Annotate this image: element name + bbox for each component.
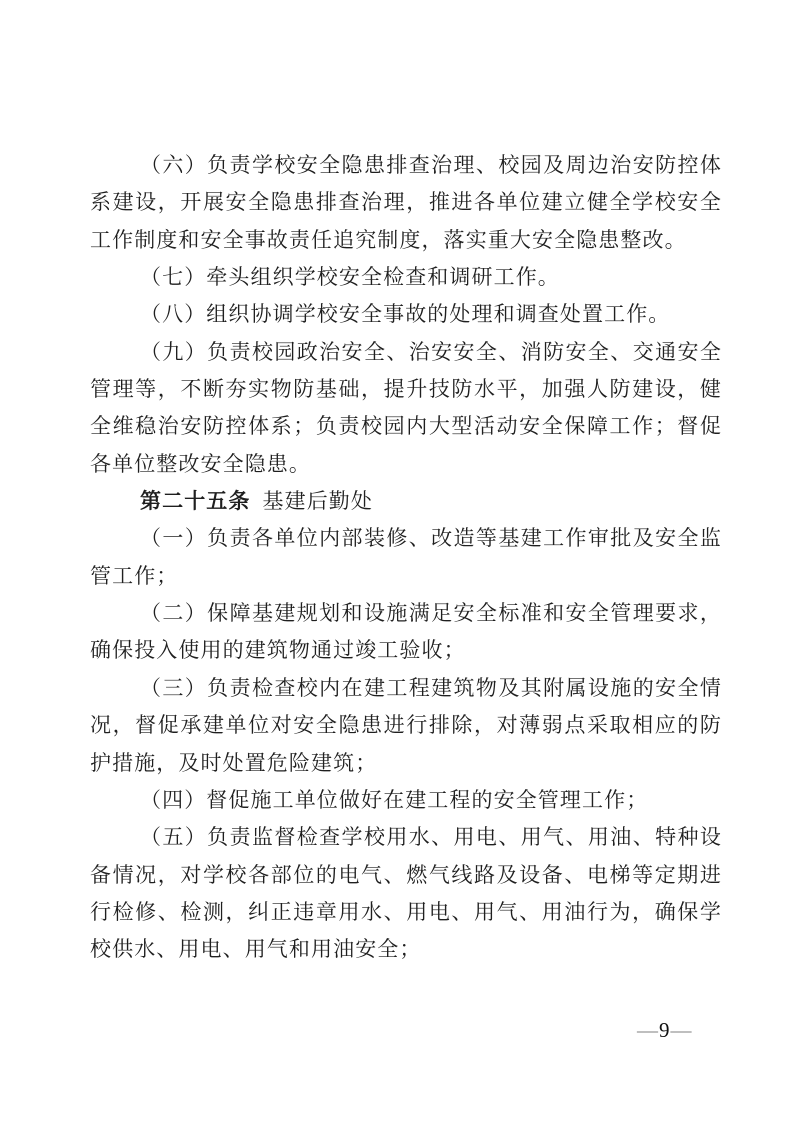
text-line: 管工作； [90, 563, 179, 588]
text-line: （六）负责学校安全隐患排查治理、校园及周边治安防控体 [140, 153, 722, 177]
text-line: （七）牵头组织学校安全检查和调研工作。 [140, 265, 560, 290]
text-line: 况，督促承建单位对安全隐患进行排除，对薄弱点采取相应的防 [90, 713, 722, 738]
page-number-dash-left: — [637, 1018, 658, 1042]
text-line: 护措施，及时处置危险建筑； [90, 750, 378, 775]
article-title: 基建后勤处 [262, 489, 373, 514]
text-line: （八）组织协调学校安全事故的处理和调查处置工作。 [140, 302, 671, 327]
page-number-dash-right: — [670, 1018, 692, 1042]
page-number [637, 1016, 692, 1044]
text-line: 行检修、检测，纠正违章用水、用电、用气、用油行为，确保学 [90, 899, 722, 924]
text-line: 备情况，对学校各部位的电气、燃气线路及设备、电梯等定期进 [90, 862, 722, 887]
text-line: （一）负责各单位内部装修、改造等基建工作审批及安全监 [140, 526, 722, 551]
text-line: 工作制度和安全事故责任追究制度，落实重大安全隐患整改。 [90, 227, 687, 252]
text-line: 全维稳治安防控体系；负责校园内大型活动安全保障工作；督促 [90, 414, 722, 439]
text-line: （四）督促施工单位做好在建工程的安全管理工作； [140, 787, 649, 812]
text-line: 系建设，开展安全隐患排查治理，推进各单位建立健全学校安全 [90, 190, 722, 215]
text-line: 校供水、用电、用气和用油安全； [90, 937, 422, 962]
article-number: 第二十五条 [140, 489, 251, 514]
page-number-value: 9 [659, 1018, 670, 1042]
text-line: （九）负责校园政治安全、治安安全、消防安全、交通安全 [140, 339, 722, 364]
text-line: （五）负责监督检查学校用水、用电、用气、用油、特种设 [140, 825, 722, 850]
text-line: （三）负责检查校内在建工程建筑物及其附属设施的安全情 [140, 675, 722, 700]
document-body [90, 147, 722, 969]
text-line: 各单位整改安全隐患。 [90, 451, 311, 476]
text-line: 确保投入使用的建筑物通过竣工验收； [90, 638, 466, 663]
article-heading [90, 483, 722, 520]
text-line: （二）保障基建规划和设施满足安全标准和安全管理要求， [140, 601, 722, 626]
text-line: 管理等，不断夯实物防基础，提升技防水平，加强人防建设，健 [90, 377, 722, 402]
